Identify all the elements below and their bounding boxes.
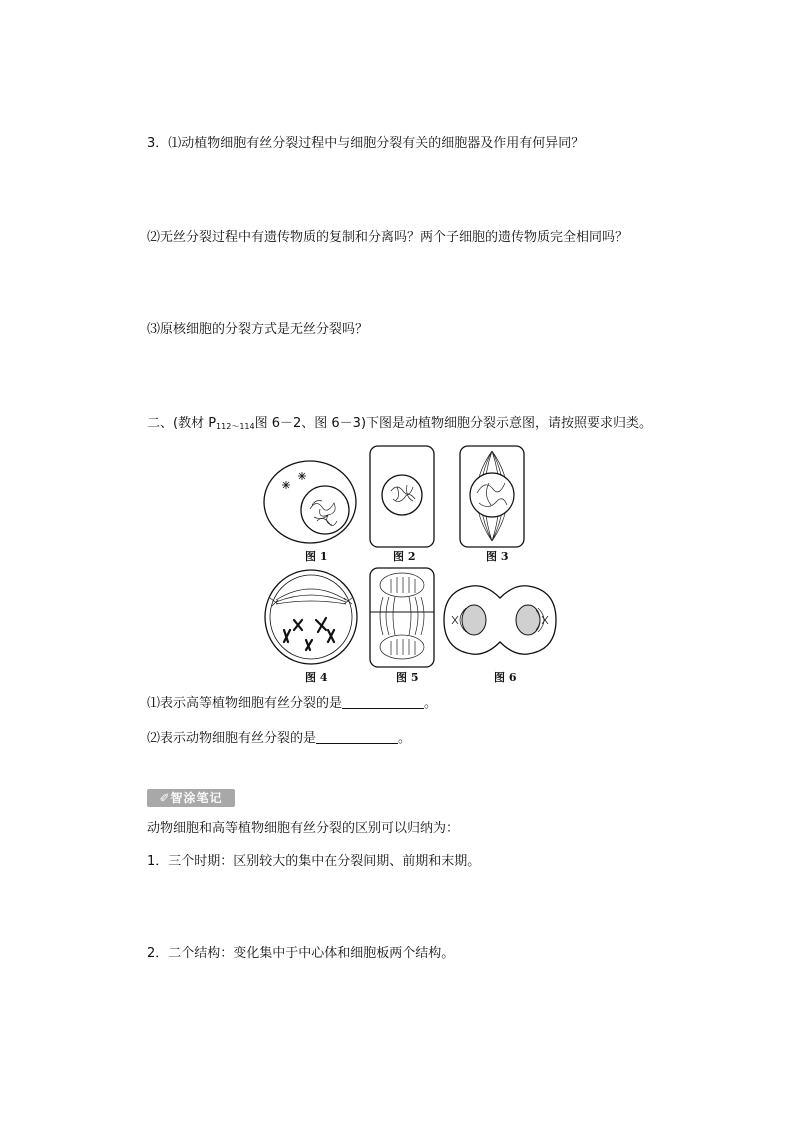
notes-badge: ✐智涂笔记 xyxy=(147,789,235,807)
question-3-part-2: ⑵无丝分裂过程中有遗传物质的复制和分离吗？两个子细胞的遗传物质完全相同吗？ xyxy=(147,230,629,245)
figure-4-image xyxy=(264,568,358,666)
question-3-part-1: 3．⑴动植物细胞有丝分裂过程中与细胞分裂有关的细胞器及作用有何异同？ xyxy=(147,136,585,151)
notes-point-1: 1．三个时期：区别较大的集中在分裂间期、前期和末期。 xyxy=(147,854,481,869)
question-sub-2 xyxy=(147,730,411,748)
figure-2-image xyxy=(369,445,435,548)
question-sub-1-end: 。 xyxy=(424,696,438,711)
figure-5-caption: 图 5 xyxy=(396,671,419,684)
figure-3-caption: 图 3 xyxy=(486,550,509,563)
answer-blank-1[interactable] xyxy=(342,695,424,709)
notes-intro: 动物细胞和高等植物细胞有丝分裂的区别可以归纳为： xyxy=(147,821,460,836)
section-2-heading xyxy=(147,415,652,436)
answer-blank-2[interactable] xyxy=(316,730,398,744)
figure-4-caption: 图 4 xyxy=(305,671,328,684)
section-2-page-range: 112～114 xyxy=(216,422,255,431)
figure-2-caption: 图 2 xyxy=(393,550,416,563)
section-2-suffix: 图 6－2、图 6－3)下图是动植物细胞分裂示意图，请按照要求归类。 xyxy=(254,416,653,431)
question-sub-2-end: 。 xyxy=(398,731,412,746)
figure-6-caption: 图 6 xyxy=(494,671,517,684)
question-sub-1 xyxy=(147,695,437,713)
question-sub-1-text: ⑴表示高等植物细胞有丝分裂的是 xyxy=(147,696,343,711)
section-2-prefix: 二、(教材 P xyxy=(147,416,217,431)
figure-1-image xyxy=(262,459,358,545)
figure-6-image xyxy=(442,584,558,656)
question-sub-2-text: ⑵表示动物细胞有丝分裂的是 xyxy=(147,731,317,746)
notes-point-2: 2．二个结构：变化集中于中心体和细胞板两个结构。 xyxy=(147,946,455,961)
figure-3-image xyxy=(459,445,525,548)
question-3-part-3: ⑶原核细胞的分裂方式是无丝分裂吗？ xyxy=(147,322,369,337)
figure-5-image xyxy=(369,567,435,668)
figure-1-caption: 图 1 xyxy=(305,550,328,563)
